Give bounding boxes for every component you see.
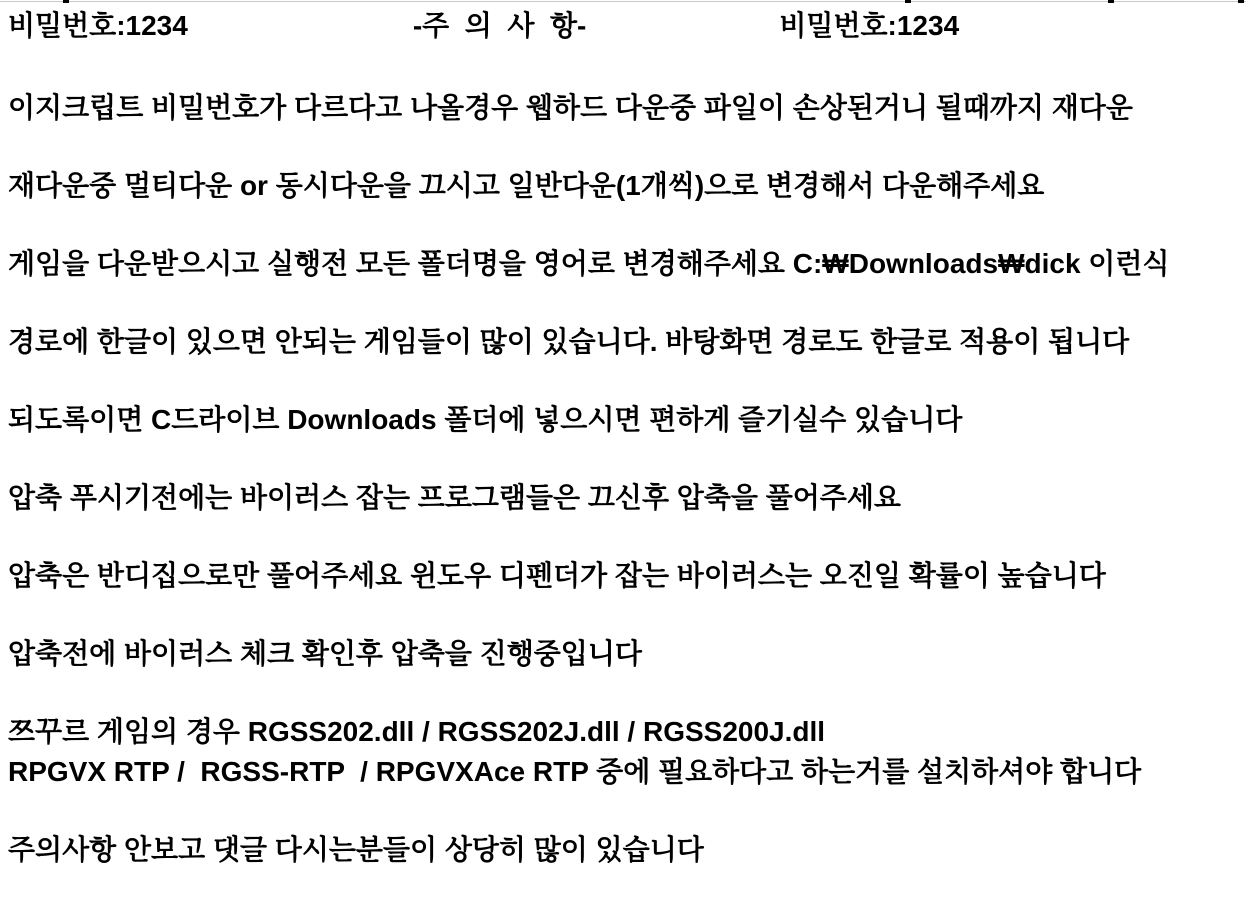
- notice-line: 이지크립트 비밀번호가 다르다고 나올경우 웹하드 다운중 파일이 손상된거니 될때까지 재다운: [8, 92, 1133, 123]
- page-title: -주 의 사 항-: [412, 10, 587, 41]
- header-row: [8, 6, 1238, 46]
- notice-line: 주의사항 안보고 댓글 다시는분들이 상당히 많이 있습니다: [8, 834, 704, 865]
- notice-line: 압축전에 바이러스 체크 확인후 압축을 진행중입니다: [8, 638, 642, 669]
- notice-line: 압축은 반디집으로만 풀어주세요 윈도우 디펜더가 잡는 바이러스는 오진일 확률이 높습니다: [8, 560, 1106, 591]
- crop-artifact: [1108, 0, 1114, 3]
- password-right: 비밀번호:1234: [779, 10, 960, 41]
- notice-line: 재다운중 멀티다운 or 동시다운을 끄시고 일반다운(1개씩)으로 변경해서 다운해주세요: [8, 170, 1045, 201]
- crop-artifact: [905, 0, 911, 3]
- notice-line: 쯔꾸르 게임의 경우 RGSS202.dll / RGSS202J.dll / RGSS200J.dll: [8, 716, 826, 747]
- notice-line: 경로에 한글이 있으면 안되는 게임들이 많이 있습니다. 바탕화면 경로도 한글로 적용이 됩니다: [8, 326, 1130, 357]
- crop-artifact: [1238, 0, 1244, 3]
- top-divider: [0, 1, 1246, 2]
- crop-artifact: [63, 0, 69, 3]
- notice-line: RPGVX RTP / RGSS-RTP / RPGVXAce RTP 중에 필요하다고 하는거를 설치하셔야 합니다: [8, 756, 1142, 787]
- password-left: 비밀번호:1234: [8, 10, 188, 41]
- notice-line: 압축 푸시기전에는 바이러스 잡는 프로그램들은 끄신후 압축을 풀어주세요: [8, 482, 901, 513]
- notice-line: 되도록이면 C드라이브 Downloads 폴더에 넣으시면 편하게 즐기실수 있습니다: [8, 404, 963, 435]
- notice-line: 게임을 다운받으시고 실행전 모든 폴더명을 영어로 변경해주세요 C:₩Downloads₩dick 이런식: [8, 248, 1170, 279]
